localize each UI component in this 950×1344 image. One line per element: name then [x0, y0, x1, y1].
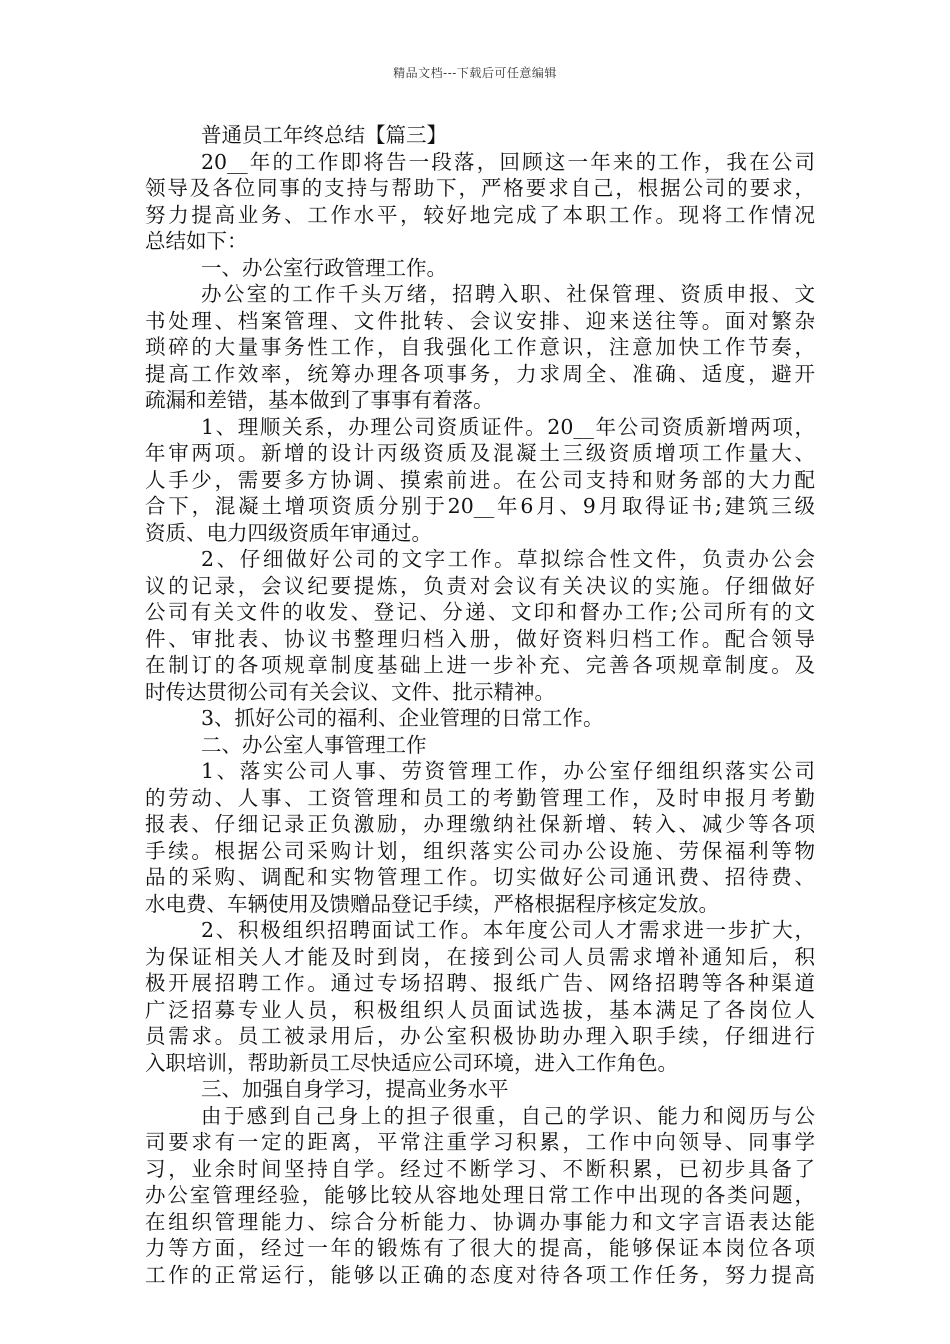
text-line: 时传达贯彻公司有关会议、文件、批示精神。: [145, 679, 555, 704]
text-line: 总结如下：: [145, 229, 248, 253]
text-line: 习，业余时间坚持自学。经过不断学习、不断积累，已初步具备了: [145, 1156, 815, 1181]
text-line: 为保证相关人才能及时到岗，在接到公司人员需求增补通知后，积: [145, 944, 815, 969]
text-line: 广泛招募专业人员，积极组织人员面试选拔，基本满足了各岗位人: [145, 997, 815, 1022]
text-line: 人手少，需要多方协调、摸索前进。在公司支持和财务部的大力配: [145, 467, 815, 492]
text-line: 品的采购、调配和实物管理工作。切实做好公司通讯费、招待费、: [145, 865, 815, 889]
text-line: 疏漏和差错，基本做到了事事有着落。: [145, 388, 494, 412]
text-line: 普通员工年终总结【篇三】: [201, 123, 447, 147]
text-line: 提高工作效率，统筹办理各项事务，力求周全、准确、适度，避开: [145, 361, 815, 386]
text-line: 公司有关文件的收发、登记、分递、文印和督办工作;公司所有的文: [145, 600, 815, 624]
text-line: 办公室的工作千头万绪，招聘入职、社保管理、资质申报、文: [201, 282, 815, 306]
text-line: 员需求。员工被录用后，办公室积极协助办理入职手续，仔细进行: [145, 1024, 815, 1048]
text-line: 20__年的工作即将告一段落，回顾这一年来的工作，我在公司: [201, 149, 815, 174]
text-line: 2、仔细做好公司的文字工作。草拟综合性文件，负责办公会: [201, 547, 815, 571]
page-header: 精品文档---下载后可任意编辑: [393, 66, 557, 80]
text-line: 议的记录，会议纪要提炼，负责对会议有关决议的实施。仔细做好: [145, 573, 815, 598]
text-line: 3、抓好公司的福利、企业管理的日常工作。: [201, 706, 604, 730]
text-line: 在制订的各项规章制度基础上进一步补充、完善各项规章制度。及: [145, 653, 815, 677]
text-line: 报表、仔细记录正负激励，办理缴纳社保新增、转入、减少等各项: [145, 812, 815, 836]
text-line: 三、加强自身学习，提高业务水平: [201, 1077, 509, 1101]
text-line: 一、办公室行政管理工作。: [201, 255, 447, 280]
text-line: 司要求有一定的距离，平常注重学习积累，工作中向领导、同事学: [145, 1130, 815, 1154]
text-line: 件、审批表、协议书整理归档入册，做好资料归档工作。配合领导: [145, 626, 815, 651]
text-line: 1、理顺关系，办理公司资质证件。20__年公司资质新增两项，: [201, 414, 815, 439]
text-line: 1、落实公司人事、劳资管理工作，办公室仔细组织落实公司: [201, 759, 815, 783]
text-line: 水电费、车辆使用及馈赠品登记手续，严格根据程序核定发放。: [145, 891, 719, 916]
text-line: 由于感到自己身上的担子很重，自己的学识、能力和阅历与公: [201, 1103, 815, 1128]
text-line: 入职培训，帮助新员工尽快适应公司环境，进入工作角色。: [145, 1050, 678, 1075]
text-line: 工作的正常运行，能够以正确的态度对待各项工作任务，努力提高: [145, 1262, 815, 1287]
text-line: 在组织管理能力、综合分析能力、协调办事能力和文字言语表达能: [145, 1209, 815, 1234]
text-line: 手续。根据公司采购计划，组织落实公司办公设施、劳保福利等物: [145, 838, 815, 863]
text-line: 二、办公室人事管理工作: [201, 732, 427, 757]
text-line: 琐碎的大量事务性工作，自我强化工作意识，注意加快工作节奏，: [145, 335, 815, 359]
text-line: 书处理、档案管理、文件批转、会议安排、迎来送往等。面对繁杂: [145, 308, 815, 333]
text-line: 办公室管理经验，能够比较从容地处理日常工作中出现的各类问题，: [145, 1183, 815, 1207]
text-line: 年审两项。新增的设计丙级资质及混凝土三级资质增项工作量大、: [145, 441, 815, 465]
text-line: 2、积极组织招聘面试工作。本年度公司人才需求进一步扩大，: [201, 918, 815, 942]
text-line: 的劳动、人事、工资管理和员工的考勤管理工作，及时申报月考勤: [145, 785, 815, 810]
text-line: 力等方面，经过一年的锻炼有了很大的提高，能够保证本岗位各项: [145, 1236, 815, 1260]
text-line: 资质、电力四级资质年审通过。: [145, 520, 432, 545]
text-line: 合下，混凝土增项资质分别于20__年6月、9月取得证书;建筑三级: [145, 494, 815, 518]
text-line: 努力提高业务、工作水平，较好地完成了本职工作。现将工作情况: [145, 202, 815, 227]
text-line: 领导及各位同事的支持与帮助下，严格要求自己，根据公司的要求，: [145, 176, 815, 200]
text-line: 极开展招聘工作。通过专场招聘、报纸广告、网络招聘等各种渠道: [145, 971, 815, 995]
document-body: [145, 122, 815, 1288]
